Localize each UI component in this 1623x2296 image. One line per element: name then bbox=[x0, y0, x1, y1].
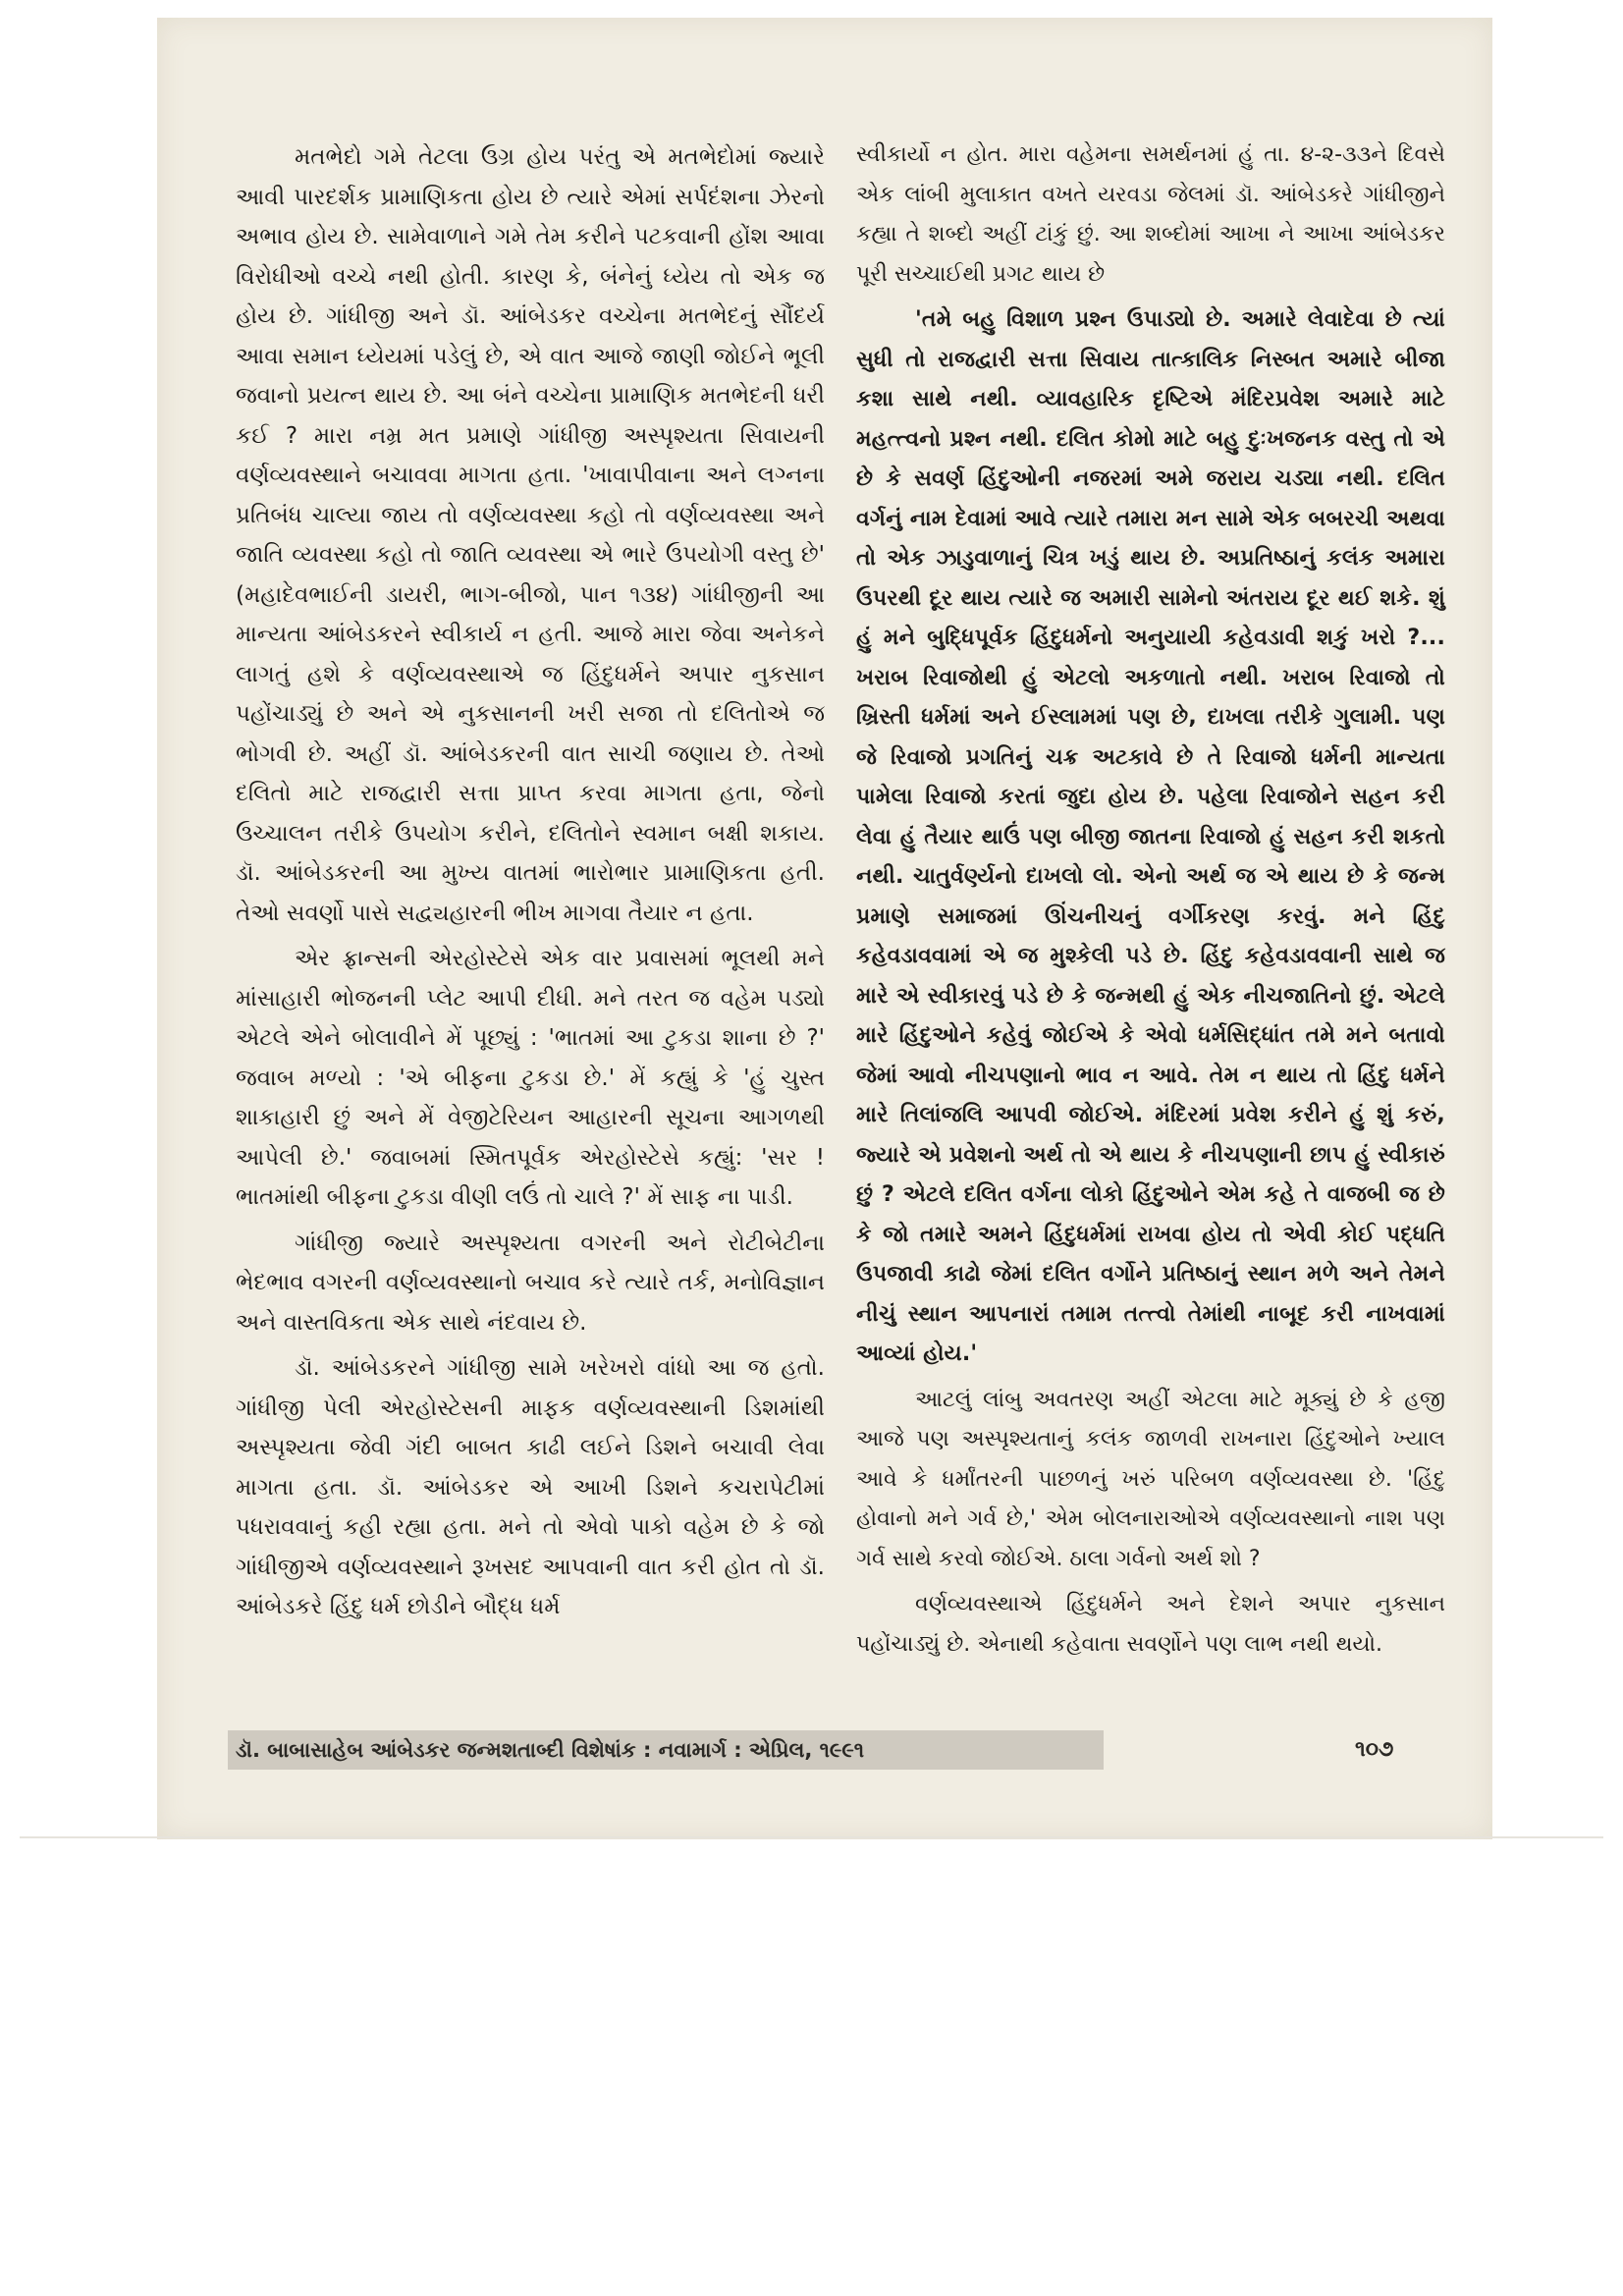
right-column bbox=[856, 136, 1445, 1670]
right-paragraph-4: વર્ણવ્યવસ્થાએ હિંદુધર્મને અને દેશને અપાર નુકસાન પહોંચાડ્યું છે. એનાથી કહેવાતા સવર્ણોને પણ લાભ નથી થયો. bbox=[856, 1592, 1445, 1657]
left-paragraph-3: ગાંધીજી જ્યારે અસ્પૃશ્યતા વગરની અને રોટીબેટીના ભેદભાવ વગરની વર્ણવ્યવસ્થાનો બચાવ કરે ત્યારે તર્ક, મનોવિજ્ઞાન અને વાસ્તવિકતા એક સાથે નંદવાય છે. bbox=[236, 1230, 825, 1336]
page-number: ૧૦૭ bbox=[1355, 1737, 1394, 1762]
right-paragraph-1: સ્વીકાર્યો ન હોત. મારા વહેમના સમર્થનમાં હું તા. ૪-૨-૩૩ને દિવસે એક લાંબી મુલાકાત વખતે યરવડા જેલમાં ડૉ. આંબેડકરે ગાંધીજીને કહ્યા તે શબ્દો અહીં ટાંકું છું. આ શબ્દોમાં આખા ને આખા આંબેડકર પૂરી સચ્ચાઈથી પ્રગટ થાય છે bbox=[856, 142, 1445, 287]
right-paragraph-3: આટલું લાંબુ અવતરણ અહીં એટલા માટે મૂક્યું છે કે હજી આજે પણ અસ્પૃશ્યતાનું કલંક જાળવી રાખનારા હિંદુઓને ખ્યાલ આવે કે ધર્માંતરની પાછળનું ખરું પરિબળ વર્ણવ્યવસ્થા છે. 'હિંદુ હોવાનો મને ગર્વ છે,' એમ બોલનારાઓએ વર્ણવ્યવસ્થાનો નાશ પણ ગર્વ સાથે કરવો જોઈએ. ઠાલા ગર્વનો અર્થ શો ? bbox=[856, 1387, 1445, 1571]
right-quote-paragraph: 'તમે બહુ વિશાળ પ્રશ્ન ઉપાડ્યો છે. અમારે લેવાદેવા છે ત્યાં સુધી તો રાજદ્વારી સત્તા સિવાય તાત્કાલિક નિસ્બત અમારે બીજા કશા સાથે નથી. વ્યાવહારિક દૃષ્ટિએ મંદિરપ્રવેશ અમારે માટે મહત્ત્વનો પ્રશ્ન નથી. દલિત કોમો માટે બહુ દુઃખજનક વસ્તુ તો એ છે કે સવર્ણ હિંદુઓની નજરમાં અમે જરાય ચડ્યા નથી. દલિત વર્ગનું નામ દેવામાં આવે ત્યારે તમારા મન સામે એક બબરચી અથવા તો એક ઝાડુવાળાનું ચિત્ર ખડું થાય છે. અપ્રતિષ્ઠાનું કલંક અમારા ઉપરથી દૂર થાય ત્યારે જ અમારી સામેનો અંતરાય દૂર થઈ શકે. શું હું મને બુદ્ધિપૂર્વક હિંદુધર્મનો અનુયાયી કહેવડાવી શકું ખરો ?... ખરાબ રિવાજોથી હું એટલો અકળાતો નથી. ખરાબ રિવાજો તો ખ્રિસ્તી ધર્મમાં અને ઈસ્લામમાં પણ છે, દાખલા તરીકે ગુલામી. પણ જે રિવાજો પ્રગતિનું ચક્ર અટકાવે છે તે રિવાજો ધર્મની માન્યતા પામેલા રિવાજો કરતાં જુદા હોય છે. પહેલા રિવાજોને સહન કરી લેવા હું તૈયાર થાઉં પણ બીજી જાતના રિવાજો હું સહન કરી શકતો નથી. ચાતુર્વર્ણ્યનો દાખલો લો. એનો અર્થ જ એ થાય છે કે જન્મ પ્રમાણે સમાજમાં ઊંચનીચનું વર્ગીકરણ કરવું. મને હિંદુ કહેવડાવવામાં એ જ મુશ્કેલી પડે છે. હિંદુ કહેવડાવવાની સાથે જ મારે એ સ્વીકારવું પડે છે કે જન્મથી હું એક નીચજાતિનો છું. એટલે મારે હિંદુઓને કહેવું જોઈએ કે એવો ધર્મસિદ્ધાંત તમે મને બતાવો જેમાં આવો નીચપણાનો ભાવ ન આવે. તેમ ન થાય તો હિંદુ ધર્મને મારે તિલાંજલિ આપવી જોઈએ. મંદિરમાં પ્રવેશ કરીને હું શું કરું, જ્યારે એ પ્રવેશનો અર્થ તો એ થાય કે નીચપણાની છાપ હું સ્વીકારું છું ? એટલે દલિત વર્ગના લોકો હિંદુઓને એમ કહે તે વાજબી જ છે કે જો તમારે અમને હિંદુધર્મમાં રાખવા હોય તો એવી કોઈ પદ્ધતિ ઉપજાવી કાઢો જેમાં દલિત વર્ગોને પ્રતિષ્ઠાનું સ્થાન મળે અને તેમને નીચું સ્થાન આપનારાં તમામ તત્ત્વો તેમાંથી નાબૂદ કરી નાખવામાં આવ્યાં હોય.' bbox=[856, 307, 1445, 1366]
left-paragraph-2: એર ફ્રાન્સની એરહોસ્ટેસે એક વાર પ્રવાસમાં ભૂલથી મને માંસાહારી ભોજનની પ્લેટ આપી દીધી. મને તરત જ વહેમ પડ્યો એટલે એને બોલાવીને મેં પૂછ્યું : 'ભાતમાં આ ટુકડા શાના છે ?' જવાબ મળ્યો : 'એ બીફના ટુકડા છે.' મેં કહ્યું કે 'હું ચુસ્ત શાકાહારી છું અને મેં વેજીટેરિયન આહારની સૂચના આગળથી આપેલી છે.' જવાબમાં સ્મિતપૂર્વક એરહોસ્ટેસે કહ્યું: 'સર ! ભાતમાંથી બીફના ટુકડા વીણી લઉં તો ચાલે ?' મેં સાફ ના પાડી. bbox=[236, 946, 825, 1210]
left-column bbox=[236, 137, 825, 1633]
left-paragraph-4: ડૉ. આંબેડકરને ગાંધીજી સામે ખરેખરો વાંધો આ જ હતો. ગાંધીજી પેલી એરહોસ્ટેસની માફક વર્ણવ્યવસ્થાની ડિશમાંથી અસ્પૃશ્યતા જેવી ગંદી બાબત કાઢી લઈને ડિશને બચાવી લેવા માગતા હતા. ડૉ. આંબેડકર એ આખી ડિશને કચરાપેટીમાં પધરાવવાનું કહી રહ્યા હતા. મને તો એવો પાકો વહેમ છે કે જો ગાંધીજીએ વર્ણવ્યવસ્થાને રૂખસદ આપવાની વાત કરી હોત તો ડૉ. આંબેડકરે હિંદુ ધર્મ છોડીને બૌદ્ધ ધર્મ bbox=[236, 1355, 825, 1619]
scan-bottom-edge bbox=[20, 1836, 1603, 1838]
left-paragraph-1: મતભેદો ગમે તેટલા ઉગ્ર હોય પરંતુ એ મતભેદોમાં જ્યારે આવી પારદર્શક પ્રામાણિકતા હોય છે ત્યારે એમાં સર્પદંશના ઝેરનો અભાવ હોય છે. સામેવાળાને ગમે તેમ કરીને પટકવાની હોંશ આવા વિરોધીઓ વચ્ચે નથી હોતી. કારણ કે, બંનેનું ધ્યેય તો એક જ હોય છે. ગાંધીજી અને ડૉ. આંબેડકર વચ્ચેના મતભેદનું સૌંદર્ય આવા સમાન ધ્યેયમાં પડેલું છે, એ વાત આજે જાણી જોઈને ભૂલી જવાનો પ્રયત્ન થાય છે. આ બંને વચ્ચેના પ્રામાણિક મતભેદની ધરી કઈ ? મારા નમ્ર મત પ્રમાણે ગાંધીજી અસ્પૃશ્યતા સિવાયની વર્ણવ્યવસ્થાને બચાવવા માગતા હતા. 'ખાવાપીવાના અને લગ્નના પ્રતિબંધ ચાલ્યા જાય તો વર્ણવ્યવસ્થા કહો તો વર્ણવ્યવસ્થા અને જાતિ વ્યવસ્થા કહો તો જાતિ વ્યવસ્થા એ ભારે ઉપયોગી વસ્તુ છે' (મહાદેવભાઈની ડાયરી, ભાગ-બીજો, પાન ૧૩૪) ગાંધીજીની આ માન્યતા આંબેડકરને સ્વીકાર્ય ન હતી. આજે મારા જેવા અનેકને લાગતું હશે કે વર્ણવ્યવસ્થાએ જ હિંદુધર્મને અપાર નુકસાન પહોંચાડ્યું છે અને એ નુકસાનની ખરી સજા તો દલિતોએ જ ભોગવી છે. અહીં ડૉ. આંબેડકરની વાત સાચી જણાય છે. તેઓ દલિતો માટે રાજદ્વારી સત્તા પ્રાપ્ત કરવા માગતા હતા, જેનો ઉચ્ચાલન તરીકે ઉપયોગ કરીને, દલિતોને સ્વમાન બક્ષી શકાય. ડૉ. આંબેડકરની આ મુખ્ય વાતમાં ભારોભાર પ્રામાણિકતા હતી. તેઓ સવર્ણો પાસે સદ્વ્યહારની ભીખ માગવા તૈયાર ન હતા. bbox=[236, 144, 825, 926]
footer-title: ડૉ. બાબાસાહેબ આંબેડકર જન્મશતાબ્દી વિશેષાંક : નવામાર્ગ : એપ્રિલ, ૧૯૯૧ bbox=[236, 1738, 865, 1762]
